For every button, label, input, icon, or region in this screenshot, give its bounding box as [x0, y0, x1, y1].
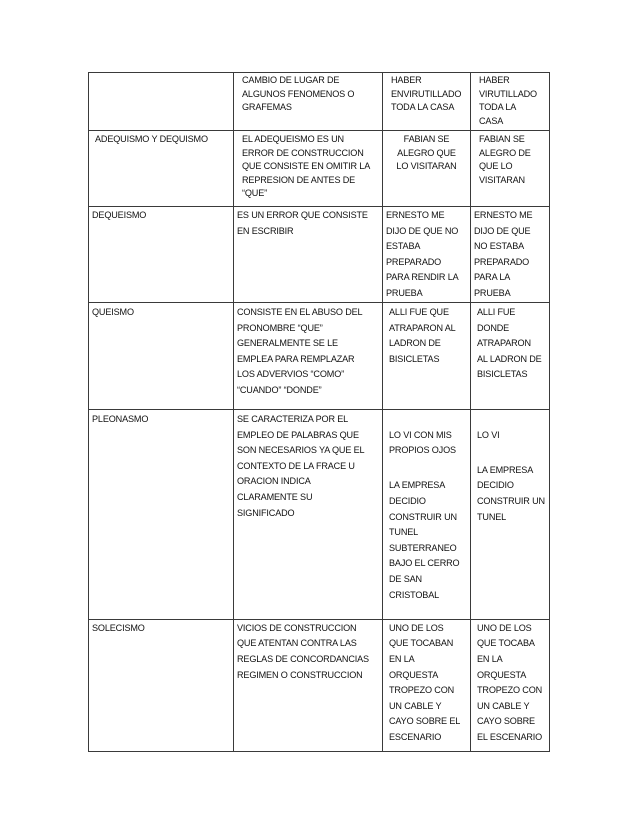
definition-cell-adequismo: EL ADEQUEISMO ES UN ERROR DE CONSTRUCCION QUE CONSISTE EN OMITIR LA REPRESION DE ANTES DE “QUE” [234, 131, 383, 207]
term-cell-adequismo: ADEQUISMO Y DEQUISMO [89, 131, 234, 207]
example-text: ALLI FUE QUE ATRAPARON AL LADRON DE BISICLETAS [389, 307, 456, 364]
table-row-dequeismo [89, 207, 550, 303]
correct-example-cell-pleonasmo [471, 410, 550, 620]
incorrect-example-cell-solecismo [383, 619, 471, 751]
example-text: UNO DE LOS QUE TOCABA EN LA ORQUESTA TROPEZO CON UN CABLE Y CAYO SOBRE EL ESCENARIO [477, 622, 543, 742]
table-row-solecismo [89, 619, 550, 751]
header-cell-correct-example: HABER VIRUTILLADO TODA LA CASA [471, 73, 550, 131]
example-text: LA EMPRESA DECIDIO CONSTRUIR UN TUNEL SUBTERRANEO BAJO EL CERRO DE SAN CRISTOBAL [389, 480, 460, 600]
table-row-pleonasmo [89, 410, 550, 620]
correct-example-cell-queismo [471, 303, 550, 410]
correct-example-cell-dequeismo [471, 207, 550, 303]
header-cell-concept: CAMBIO DE LUGAR DE ALGUNOS FENOMENOS O GRAFEMAS [234, 73, 383, 131]
example-text: LO VI [477, 429, 500, 440]
table-header-row [89, 73, 550, 131]
example-text: ERNESTO ME DIJO DE QUE NO ESTABA PREPARADO PARA LA PRUEBA [474, 210, 533, 298]
term-cell-pleonasmo: PLEONASMO [89, 410, 234, 620]
table-row-queismo [89, 303, 550, 410]
term-cell-queismo: QUEISMO [89, 303, 234, 410]
incorrect-example-cell-adequismo: FABIAN SE ALEGRO QUE LO VISITARAN [383, 131, 471, 207]
definition-cell-solecismo: VICIOS DE CONSTRUCCION QUE ATENTAN CONTRA LAS REGLAS DE CONCORDANCIAS REGIMEN O CONSTRUCCION [234, 619, 383, 751]
correct-example-cell-adequismo: FABIAN SE ALEGRO DE QUE LO VISITARAN [471, 131, 550, 207]
incorrect-example-cell-queismo [383, 303, 471, 410]
term-cell-dequeismo: DEQUEISMO [89, 207, 234, 303]
table-row-adequismo [89, 131, 550, 207]
incorrect-example-cell-dequeismo [383, 207, 471, 303]
definition-cell-pleonasmo: SE CARACTERIZA POR EL EMPLEO DE PALABRAS QUE SON NECESARIOS YA QUE EL CONTEXTO DE LA FRACE U ORACION INDICA CLARAMENTE SU SIGNIFICADO [234, 410, 383, 620]
header-cell-empty [89, 73, 234, 131]
definition-cell-queismo: CONSISTE EN EL ABUSO DEL PRONOMBRE “QUE” GENERALMENTE SE LE EMPLEA PARA REMPLAZAR LOS ADVERVIOS “COMO” “CUANDO” “DONDE” [234, 303, 383, 410]
example-text: UNO DE LOS QUE TOCABAN EN LA ORQUESTA TROPEZO CON UN CABLE Y CAYO SOBRE EL ESCENARIO [389, 622, 461, 742]
example-text: ALLI FUE DONDE ATRAPARON AL LADRON DE BISICLETAS [477, 307, 542, 380]
correct-example-cell-solecismo [471, 619, 550, 751]
term-cell-solecismo: SOLECISMO [89, 619, 234, 751]
example-text: LO VI CON MIS PROPIOS OJOS [389, 429, 456, 456]
incorrect-example-cell-pleonasmo [383, 410, 471, 620]
example-text: LA EMPRESA DECIDIO CONSTRUIR UN TUNEL [477, 464, 545, 522]
definition-cell-dequeismo: ES UN ERROR QUE CONSISTE EN ESCRIBIR [234, 207, 383, 303]
example-text: ERNESTO ME DIJO DE QUE NO ESTABA PREPARADO PARA RENDIR LA PRUEBA [386, 210, 459, 298]
language-vices-table [88, 72, 550, 752]
header-cell-incorrect-example: HABER ENVIRUTILLADO TODA LA CASA [383, 73, 471, 131]
